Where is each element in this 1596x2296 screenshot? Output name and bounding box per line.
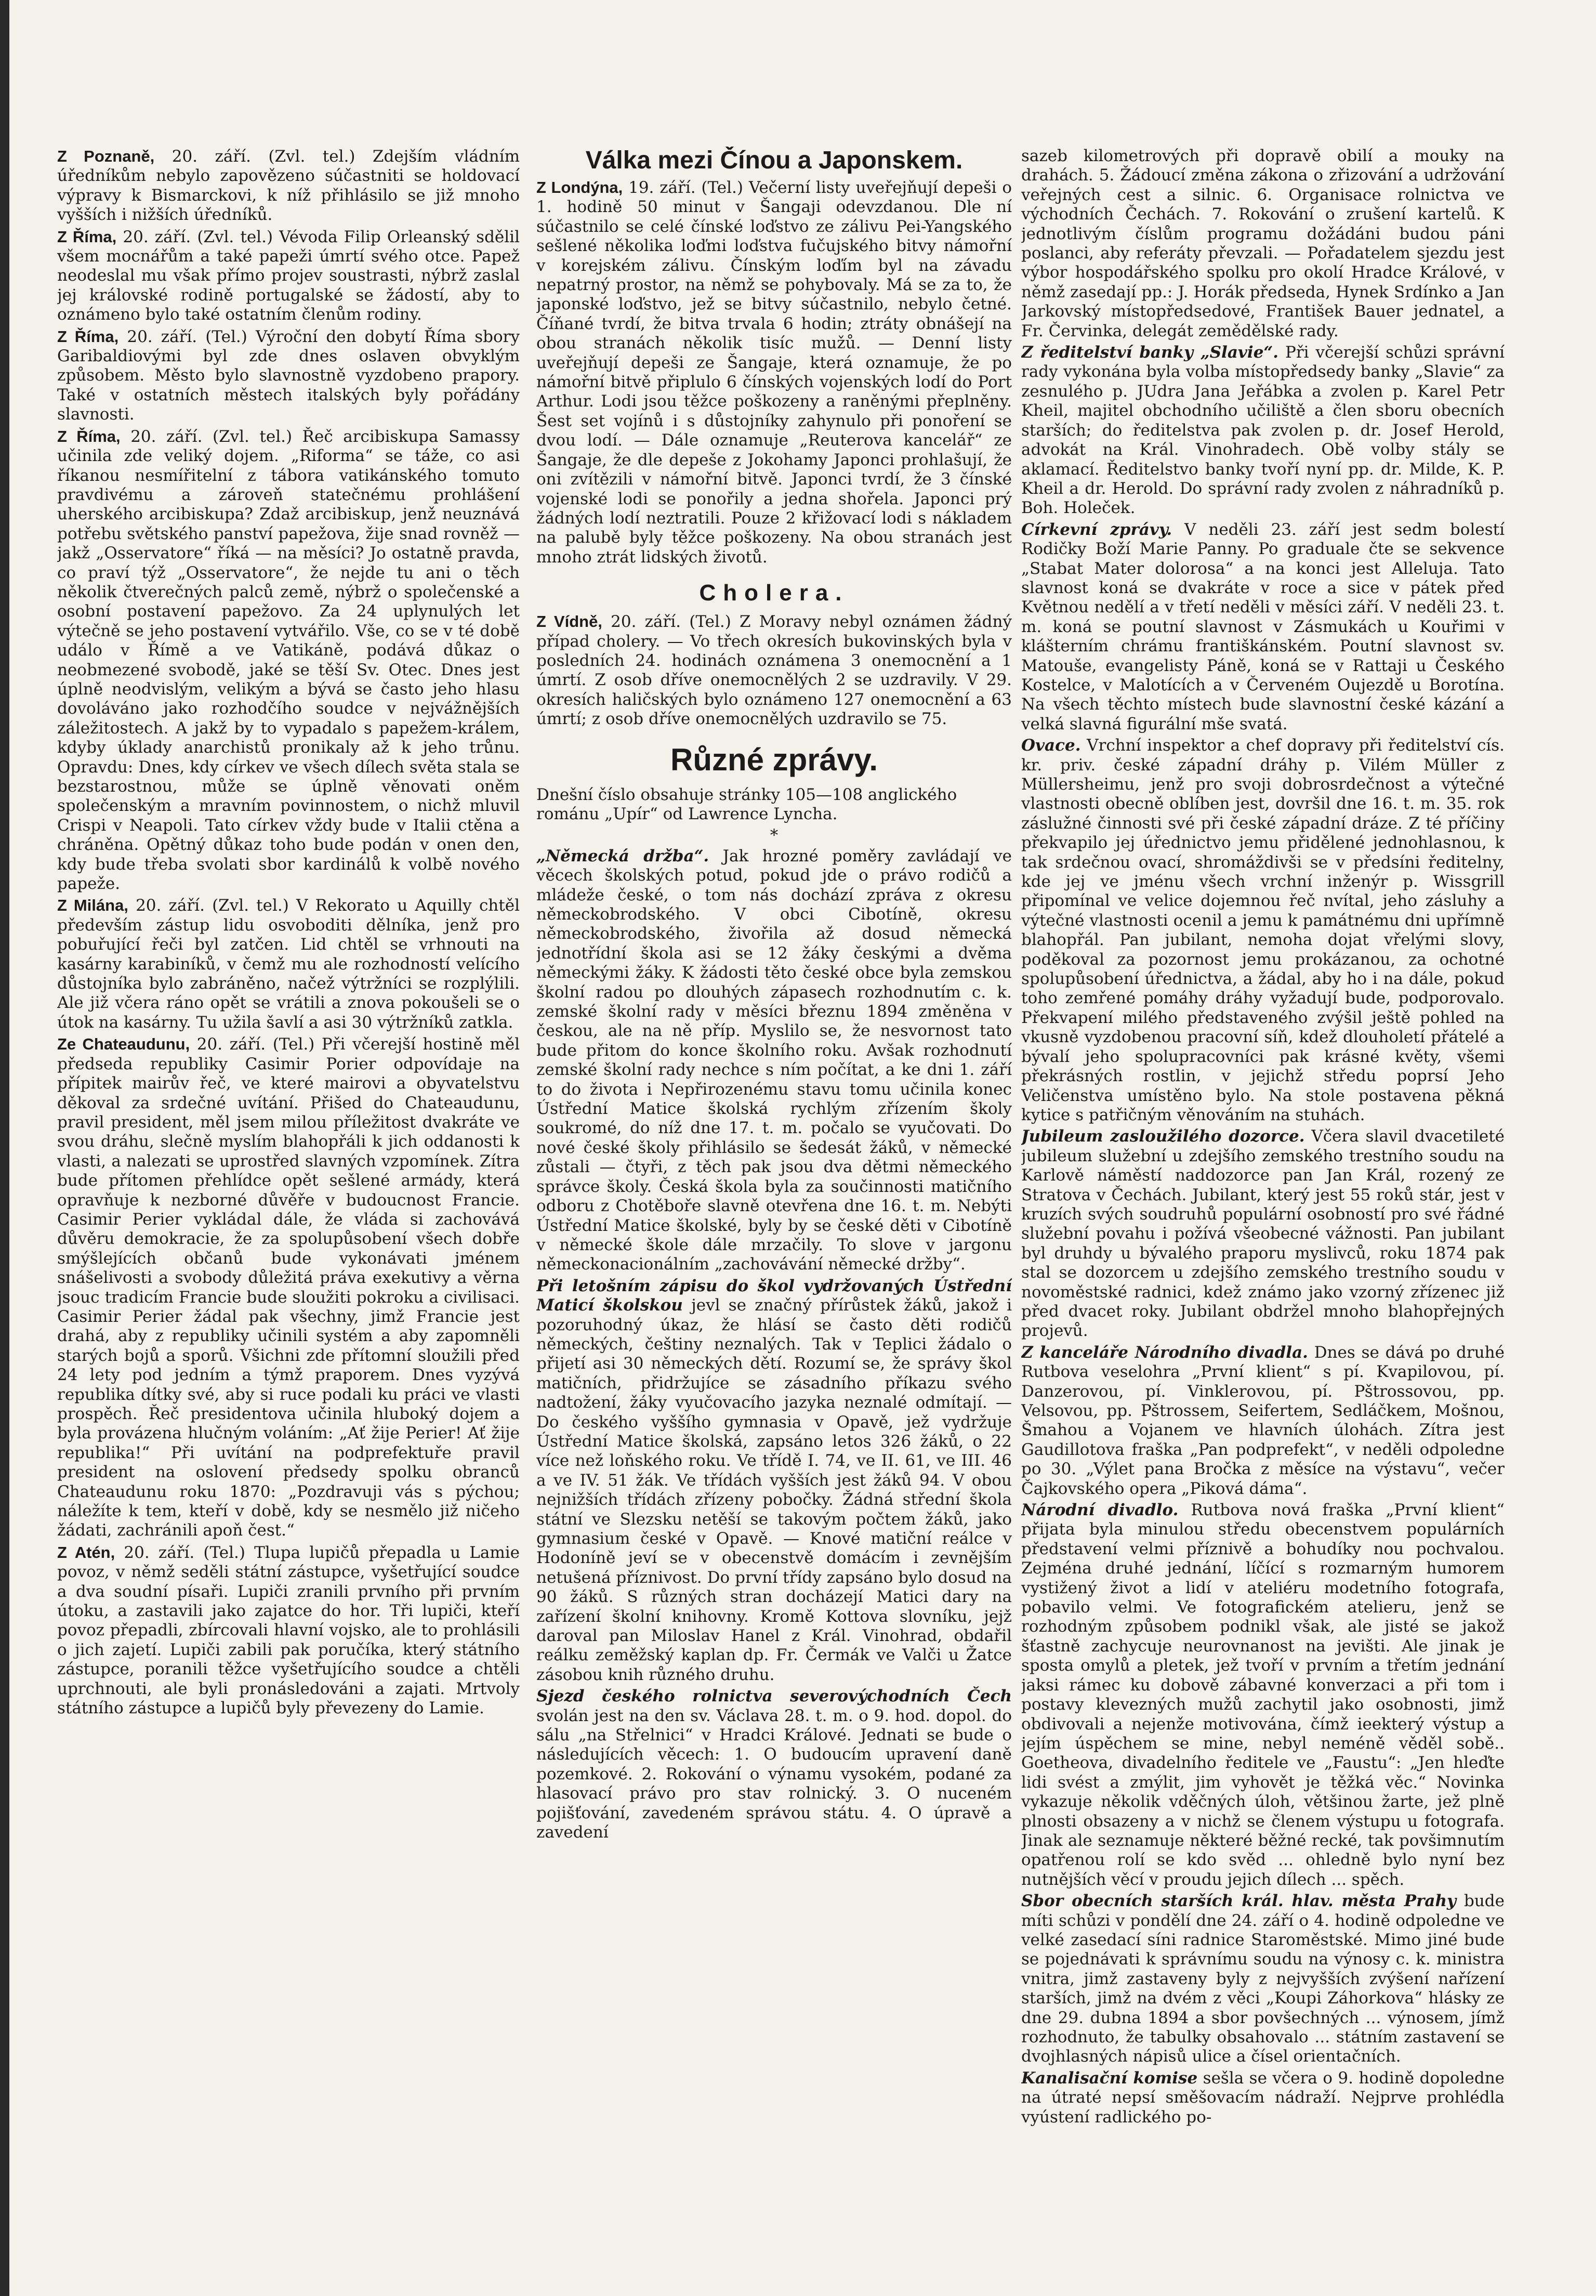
column-middle (536, 147, 1012, 2184)
article-milan: Z Milána, 20. září. (Zvl. tel.) V Rekorato u Aquilly chtěl především zástup lidu osvoboditi dělníka, jenž pro pobuřující řeči byl zatčen. Lid chtěl se vrhnouti na kasárny karabiníků, v čemž mu ale rozhodností velícího důstojníka bylo zabráněno, načež výtržníci se rozplýlili. Ale již včera ráno opět se vrátili a znova pokoušeli se o útok na kasárny. Tu užila šavlí a asi 30 výtržníků zatkla. (57, 896, 520, 1032)
article-rim-1: Z Říma, 20. září. (Zvl. tel.) Vévoda Filip Orleanský sdělil všem mocnářům a také papeži úmrtí svého otce. Papež neodeslal mu však přímo projev soustrasti, nýbrž zaslal jej královské rodině portugalské se žádostí, aby to oznámeno bylo také ostatním členům rodiny. (57, 227, 520, 324)
novel-notice: Dnešní číslo obsahuje stránky 105—108 anglického románu „Upír“ od Lawrence Lyncha. (536, 785, 957, 823)
scan-edge (0, 0, 9, 2296)
article-viden: Z Vídně, 20. září. (Tel.) Z Moravy nebyl oznámen žádný případ cholery. — Vo třech okresích bukovinských byla v posledních 24. hodinách oznámena 3 onemocnění a 1 úmrtí. Z osob dříve onemocnělých 2 se uzdravily. V 29. okresích haličských bylo oznámeno 127 onemocnění a 63 úmrtí; z osob dříve onemocnělých uzdravilo se 75. (536, 612, 1012, 729)
section-heading-misc: Různé zprávy. (670, 742, 878, 777)
article-zapis-do-skol: Při letošním zápisu do škol vydržovaných Ústřední Maticí školskou jevl se značný přírůstek žáků, jakož i pozoruhodný úkaz, že hlásí se často děti rodičů německých, češtiny neznalých. Tak v Teplici žádalo o přijetí asi 30 německých dětí. Rozumí se, že správy škol matičních, přidržujíce se zásadního příkazu svého nadtožení, žáky vyučovacího jazyka neznalé odmítají. — Do českého vyššího gymnasia v Opavě, jež vydržuje Ústřední Matice školská, zapsáno letos 326 žáků, o 22 více než loňského roku. Ve třídě I. 74, ve II. 61, ve III. 46 a ve IV. 51 žák. Ve třídách vyšších jest žáků 94. V obou nejnižších třídách zřízeny pobočky. Žádná střední škola státní ve Slezsku netěší se takovým počtem žáků, jako gymnasium české v Opavě. — Knové matiční reálce v Hodoníně jeví se v obecenstvě domácím i zevnějším netušená příznivost. Do první třídy zapsáno bylo dosud na 90 žáků. S různých stran docházejí Matici dary na zařízení školní knihovny. Kromě Kottova slovníku, jejž daroval pan Miloslav Hanel z Král. Vinohrad, obdařil reálku zeměžský kaplan dp. Fr. Čermák ve Valči u Žatce zásobou knih různého druhu. (536, 1276, 1012, 1684)
article-poznan: Z Poznaně, 20. září. (Zvl. tel.) Zdejším vládním úředníkům nebylo zapovězeno súčastniti se holdovací výpravy k Bismarckovi, k níž přihlásilo se již mnoho vyšších i nižších úředníků. (57, 147, 520, 225)
article-chateaudun: Ze Chateaudunu, 20. září. (Tel.) Při včerejší hostině měl předseda republiky Casimir Porier odpovídaje na přípitek mairův řeč, ve které mairovi a obyvatelstvu děkoval za srdečné uvítání. Přišed do Chateaudunu, pravil president, měl jsem milou příležitost dvakráte ve svou dráhu, slečně myslím blahopřáli k jich oddanosti k vlasti, a nalezati se uprostřed slavných vzpomínek. Zítra bude přítomen přehlídce opět sešlené armády, která opravňuje k nezborné důvěře v budoucnost Francie. Casimir Perier vykládal dále, že vláda si zachovává důvěru demokracie, že za spolupůsobení všech dobře smýšlejících občanů bude vykonávati jménem snášelivosti a svobody důležitá práva exekutivy a věrna jsouc tradicím Francie bude sloužiti pokroku a civilisaci. Casimir Perier žádal pak všechny, jimž Francie jest drahá, aby z republiky učinili systém a aby zapomněli starých bojů a sporů. Všichni zde přítomní sloužili před 24 lety pod jedním a týmž praporem. Dnes vyzývá republika dítky své, aby si ruce podali ku práci ve vlasti prospěch. Řeč presidentova učinila hluboký dojem a byla provázena hlučným voláním: „Ať žije Perier! Ať žije republika!“ Při uvítání na podprefektuře pravil president na oslovení předsedy spolku obranců Chateaudunu roku 1870: „Pozdravuji vás s pýchou; náležíte k tem, kteří v době, kdy se nesmělo již ničeho žádati, zachránili apoň čest.“ (57, 1035, 520, 1540)
article-kancelar-nd: Z kanceláře Národního divadla. Dnes se dává po druhé Rutbova veselohra „První klient“ s pí. Kvapilovou, pí. Danzerovou, pí. Vinklerovou, pí. Pštrossovou, pp. Velsovou, pp. Pštrossem, Seifertem, Sedláčkem, Mošnou, Šmahou a Vojanem ve hlavních úlohách. Zítra jest Gaudillotova fraška „Pan podprefekt“, v neděli odpoledne po 30. „Výlet pana Bročka z měsíce na výstavu“, večer Čajkovského opera „Piková dáma“. (1021, 1343, 1505, 1498)
column-left (57, 147, 520, 2184)
article-cirkevni-zpravy: Církevní zprávy. V neděli 23. září jest sedm bolestí Rodičky Boží Marie Panny. Po graduale čte se sekvence „Stabat Mater dolorosa“ a na konci jest Alleluja. Tato slavnost koná se dvakráte v roce a sice v pátek před Květnou nedělí a v třetí neděli v měsíci září. V neděli 23. t. m. koná se poutní slavnost v Zásmukách u Kouřimi v klášterním chrámu františkánském. Poutní slavnost sv. Matouše, evangelisty Páně, koná se v Rattaji u Českého Kostelce, v Malotících a v Červeném Oujezdě u Borotína. Na všech těchto místech bude slavnostní české kázání a velká slavná figurální mše svatá. (1021, 520, 1505, 733)
article-banka-slavie: Z ředitelství banky „Slavie“. Při včerejší schůzi správní rady vykonána byla volba místopředsedy banky „Slavie“ za zesnulého p. JUdra Jana Jeřábka a zvolen p. Karel Petr Kheil, majitel obchodního učiliště a člen sboru obecních starších; do ředitelstva pak zvolen p. dr. Josef Herold, advokát na Král. Vinohradech. Obě volby stály se aklamací. Ředitelstvo banky tvoří nyní pp. dr. Milde, K. P. Kheil a dr. Herold. Do správní rady zvolen z náhradníků p. Boh. Holeček. (1021, 343, 1505, 518)
article-jubileum: Jubileum zasloužilého dozorce. Včera slavil dvacetileté jubileum služební u zdejšího zemského trestního soudu na Karlově náměstí naddozorce pan Jan Král, rozený ze Stratova v Čechách. Jubilant, který jest 55 roků stár, jest v kruzích svých soudruhů populární osobností pro své řádné služební povahu i požívá všeobecné vážnosti. Pan jubilant byl druhdy u bývalého praporu myslivců, roku 1874 pak stal se dozorcem u zdejšího zemského trestního soudu v novoměstské radnici, kdež známo jako vzorný zřízenec již před dvacet roky. Jubilant obdržel mnoho blahopřejných projevů. (1021, 1127, 1505, 1341)
article-sbor-starsich: Sbor obecních starších král. hlav. města Prahy bude míti schůzi v pondělí dne 24. září o 4. hodině odpoledne ve velké zasedací síni radnice Staroměstské. Mimo jiné bude se pojednávati k správnímu soudu na výnosy c. k. ministra vnitra, jimž zastaveny byly z nejvyšších zvýšení nařízení starších, jimž na dvém z věci „Koupi Záhorkova“ hlásky ze dne 29. dubna 1894 a sbor povšechných ... výnosem, jímž rozhodnuto, že tabulky obsahovalo ... státním zastavení se dvojhlasných nápisů ulice a čísel orientačních. (1021, 1892, 1505, 2066)
column-right (1021, 147, 1505, 2184)
article-londyn: Z Londýna, 19. září. (Tel.) Večerní listy uveřejňují depeši o 1. hodině 50 minut v Šangaji odevzdanou. Dle ní súčastnilo se celé čínské loďstvo ze zálivu Pei-Yangského sešlené několika loďmi loďstva fučujského bitvy námořní v korejském zálivu. Čínským loďím byl na závadu nepatrný prostor, na němž se pohybovaly. Má se za to, že japonské loďstvo, jež se bitvy súčastnilo, nebylo četné. Číňané tvrdí, že bitva trvala 6 hodin; ztráty obnášejí na obou stranách několik tisíc mužů. — Denní listy uveřejňují depeši ze Šangaje, která oznamuje, že po námořní bitvě připlulo 6 čínských vojenských lodí do Port Arthur. Lodi jsou těžce poškozeny a raněnými přeplněny. Šest set vojínů i s důstojníky zahynulo při ponoření se dvou lodí. — Dále oznamuje „Reuterova kancelář“ ze Šangaje, že dle depeše z Jokohamy Japonci prohlašují, že oni zvítězili v námořní bitvě. Japonci tvrdí, že 3 čínské vojenské lodi se ponořily a jedna shořela. Japonci prý žádných lodí neztratili. Pouze 2 křižovací lodi s nákladem na palubě byly těžce poškozeny. Na obou stranách jest mnoho ztrát lidských životů. (536, 178, 1012, 567)
article-sjezd-rolnictva: Sjezd českého rolnictva severovýchodních Čech svolán jest na den sv. Václava 28. t. m. o 9. hod. dopol. do sálu „na Střelnici“ v Hradci Králové. Jednati se bude o následujících věcech: 1. O budoucím upravení daně pozemkové. 2. Rokování o výnamu vysokém, podané za hlasovací právo pro stav rolnický. 3. O nuceném pojišťování, zavedeném správou státu. 4. O úpravě a zavedení (536, 1687, 1012, 1842)
article-narodni-divadlo: Národní divadlo. Rutbova nová fraška „První klient“ přijata byla minulou středu obecenstvem populárních představení velmi příznivě a bohudíky nou pochvalou. Zejména druhé jednání, líčící s rozmarným humorem vystižený život a lidí v ateliéru modetního fotografa, pobavilo velmi. Ve fotografickém atelieru, jenž se rozhodným způsobem podnikl však, ale jisté se jakož šťastně zachycuje neurovnanost na jevišti. Ale jinak je sposta omylů a pletek, jež tvoří v prvním a třetím jednání jaksi rámec ku dobově zábavné konverzaci a při tom i postavy klevezných mužů zachytil jako osobnosti, jimž obdivovali a nejenže motivována, čímž ieekterý výstup a jejím úspěchem se mine, nebyl neméně věděl sobě.. Goetheova, divadelního ředitele ve „Faustu“: „Jen hleďte lidi svést a zmýlit, jim vyhovět je těžká věc.“ Novinka vykazuje několik vděčných úloh, většinou žarte, jež plně plnosti obsazeny a v nichž se členem výstupu u fotografa. Jinak ale seznamuje některé běžné recké, tak povšimnutím opatřenou rolí se kdo svěd ... ohledně bylo nyní bez nutnějších věcí v proudu jejich dílech ... spěch. (1021, 1501, 1505, 1889)
article-nemecka-drzba: „Německá držba“. Jak hrozné poměry zavládají ve věcech školských potud, pokud jde o právo rodičů a mládeže české, o tom nás dochází zpráva z okresu německobrodského. V obci Cibotíně, okresu německobrodského, živořila až dosud německá jednotřídní škola asi se 12 žáky českými a dvěma německými žáky. K žádosti těto české obce byla zemskou školní radou po dlouhých zápasech rozhodnutím c. k. zemské školní rady v měsíci březnu 1894 změněna v českou, ale na ně příp. Myslilo se, že nesvornost tato bude přitom do konce školního roku. Avšak rozhodnutí zemské školní rady nechce s ním počítat, a ke dni 1. září to do života i Nepřirozenému stavu tomu učinila konec Ústřední Matice školská rychlým zřízením školy soukromé, do níž dne 17. t. m. počalo se vyučovati. Do nové české školy přihlásilo se šedesát žáků, v německé zůstali — čtyři, z těch pak jsou dva dětmi německého správce školy. Česká škola byla za součinnosti matičního odboru z Chotěboře slavně otevřena dne 16. t. m. Nebýti Ústřední Matice školské, byly by se české děti v Cibotíně v německé škole dále mrzačily. To slove v jargonu německonacionálním „zachovávání německé držby“. (536, 846, 1012, 1274)
section-heading-war: Válka mezi Čínou a Japonskem. (585, 147, 963, 174)
section-heading-cholera: Cholera. (699, 580, 849, 606)
article-ovace: Ovace. Vrchní inspektor a chef dopravy při ředitelství cís. kr. priv. české západní dráhy p. Vilém Müller z Müllersheimu, jenž pro svoji dobrosrdečnost a výtečné vlastnosti obecně oblíben jest, dovršil dne 16. t. m. 35. rok záslužné činnosti své při české západní dráze. Z té příčiny překvapilo jej úřednictvo jemu přidělené jednohlasnou, k tak srdečnou ovací, shromáždivši se v předsíni ředitelny, kde jej ve jménu všech vrchní inženýr p. Wissgrill připomínal ve velice dojemnou řeč nvítal, jeho zásluhy a výtečné vlastnosti ocenil a jemu k památnému dni upřímně blahopřál. Pan jubilant, nemoha dojat vřelými slovy, poděkoval za pozornost jemu prokázanou, za ochotné spolupůsobení úřednictva, a žádal, aby ho i na dále, pokud toho zemřené pomáhy dráhy vyžadují bude, podporovalo. Překvapení milého představeného zvýšil ještě pohled na vkusně vyzdobenou pracovní síň, kdež dlouholetí přátelé a bývalí jeho spolupracovníci pak krásné květy, všemi překrásných rostlin, v jejichž středu poprsí Jeho Veličenstva umístěno bylo. Na stole postavena pěkná kytice s patřičným věnováním na stuhách. (1021, 736, 1505, 1124)
separator-star: * (770, 826, 779, 845)
article-aten: Z Atén, 20. září. (Tel.) Tlupa lupičů přepadla u Lamie povoz, v němž seděli státní zástupce, vyšetřující soudce a dva soudní písaři. Lupiči zranili prvního při prvním útoku, a zastavili jako zajatce do hor. Tři lupiči, kteří povoz přepadli, zbírcovali hlavní vojsko, ale to prohlásili o jich zajetí. Lupiči zabili pak poručíka, který státního zástupce, poranili těžce vyšetřujícího soudce a chtěli uprchnouti, ale byli pronásledováni a zajati. Mrtvoly státního zástupce a lupičů byly převezeny do Lamie. (57, 1543, 520, 1718)
article-kanalisacni-komise: Kanalisační komise sešla se včera o 9. hodině dopoledne na útraté nepsí směšovacím nádraží. Nejprve prohlédla vyústení radlického po- (1021, 2068, 1505, 2127)
article-rim-2: Z Říma, 20. září. (Tel.) Výroční den dobytí Říma sbory Garibaldiovými byl zde dnes oslaven obvyklým způsobem. Město bylo slavnostně vyzdobeno prapory. Také v ostatních městech italských byly pořádány slavnosti. (57, 327, 520, 424)
article-rim-3: Z Říma, 20. září. (Zvl. tel.) Řeč arcibiskupa Samassy učinila zde veliký dojem. „Riforma“ se táže, co asi říkanou nesmířitelní z tábora vatikánského tomuto pravdivému a zároveň statečnému prohlášení uherského arcibiskupa? Zdaž arcibiskup, jenž neuznává potřebu světského panství papežova, žije snad rovněž — jakž „Osservatore“ říká — na měsíci? Jo ostatně pravda, co praví týž „Osservatore“, že nejde tu ani o těch několik čtverečných palců země, nýbrž o společenské a osobní postavení papežovo. Za 24 uplynulých let výtečně se jeho postavení vytvářilo. Vše, co se v té době událo v Římě a ve Vatikáně, podává důkaz o neobmezené svobodě, jaké se těší Sv. Otec. Dnes jest úplně neodvislým, velikým a bývá se často jeho hlasu dovoláváno jako rozhodčího soudce v nejvážnějších záležitostech. A jakž by to vypadalo s papežem-králem, kdyby úklady anarchistů pronikaly až k jeho trůnu. Opravdu: Dnes, kdy církev ve všech dílech světa stala se bezstarostnou, může se úplně věnovati oněm společenským a mravním povinnostem, o nichž mluvil Crispi v Neapoli. Tato církev vždy bude v Italii ctěna a chráněna. Opětný důkaz toho bude podán v onen den, kdy bude třeba svolati sbor kardinálů k volbě nového papeže. (57, 427, 520, 894)
article-sjezd-continued: sazeb kilometrových při dopravě obilí a mouky na drahách. 5. Žádoucí změna zákona o zřizování a udržování veřejných cest a silnic. 6. Organisace rolnictva ve východních Čechách. 7. Rokování o zrušení kartelů. K jednotlivým číslům programu dožádáni budou páni poslanci, aby referáty převzali. — Pořadatelem sjezdu jest výbor hospodářského spolku pro okolí Hradce Králové, v němž zasedají pp.: J. Horák předseda, Hynek Srdínko a Jan Jarkovský místopředsedové, František Bauer jednatel, a Fr. Červinka, delegát zemědělské rady. (1021, 147, 1505, 340)
